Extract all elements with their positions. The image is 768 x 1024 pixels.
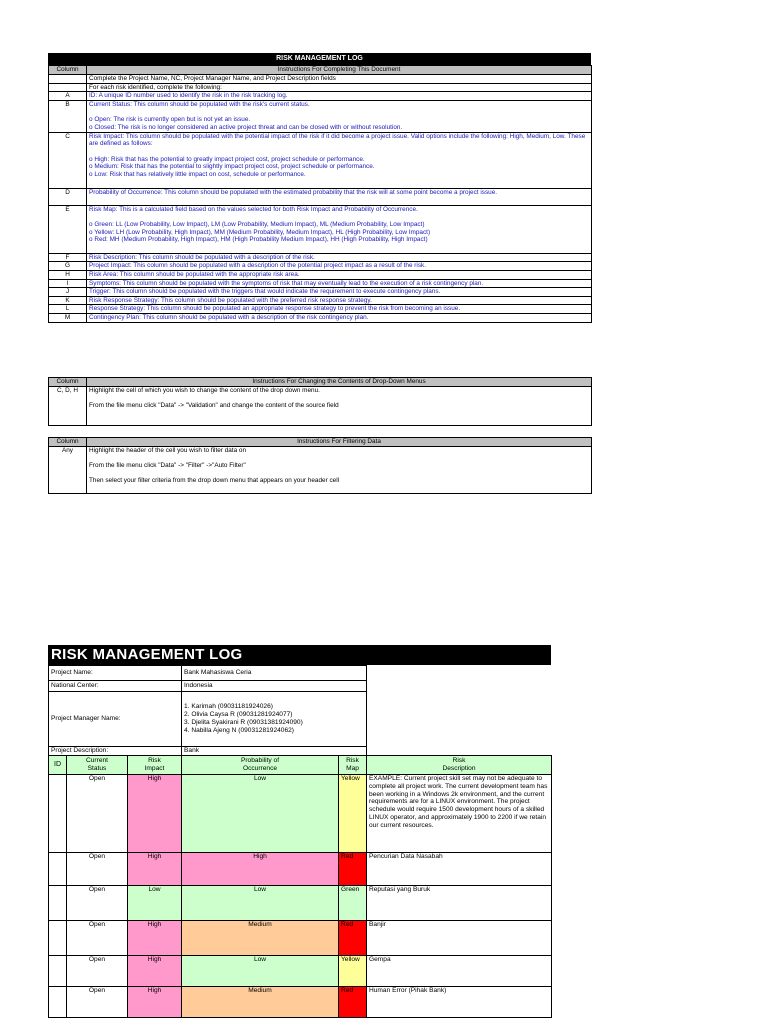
instructions-table: [48, 65, 592, 323]
instructions-header: Instructions For Filtering Data: [87, 438, 592, 447]
instruction-row: [49, 270, 592, 279]
description-column-header: Risk Description: [367, 756, 552, 775]
column-letter: Any: [49, 447, 87, 494]
project-manager-row: [49, 692, 552, 747]
table-row: [49, 886, 552, 921]
map-cell: Red: [339, 987, 367, 1018]
description-cell: Gempa: [367, 956, 552, 987]
description-cell: Banjir: [367, 921, 552, 956]
intro-line: Complete the Project Name, NC, Project Manager Name, and Project Description fields: [87, 75, 592, 84]
instruction-text: Project Impact: This column should be populated with a description of the potential project impact as a result of the risk.: [87, 262, 592, 271]
instructions-header: Instructions For Completing This Document: [87, 66, 592, 75]
project-manager-value: 1. Karimah (09031181924026) 2. Olivia Caysa R (09031281924077) 3. Djelita Syakirani R (09031381924090) 4. Nabilla Ajeng N (09031281924062): [182, 692, 367, 747]
filtering-row: [49, 447, 592, 494]
intro-row: [49, 83, 592, 92]
map-cell: Red: [339, 921, 367, 956]
column-header: Column: [49, 438, 87, 447]
status-cell: Open: [67, 987, 128, 1018]
instructions-section: [48, 53, 591, 323]
column-letter: I: [49, 279, 87, 288]
status-cell: Open: [67, 921, 128, 956]
instruction-text: Current Status: This column should be populated with the risk's current status. o Open: The risk is currently open but is not yet an issue. o Closed: The risk is no longer considered an active project threat and can be closed with or without resolution.: [87, 100, 592, 132]
probability-cell: Medium: [182, 987, 339, 1018]
intro-line: For each risk identified, complete the following:: [87, 83, 592, 92]
risk-log-section: [48, 645, 551, 1018]
table-row: [49, 775, 552, 853]
instruction-text: Symptoms: This column should be populated with the symptoms of risk that may eventually lead to the execution of a risk contingency plan.: [87, 279, 592, 288]
status-cell: Open: [67, 886, 128, 921]
impact-cell: High: [128, 921, 182, 956]
instruction-row: [49, 262, 592, 271]
impact-column-header: Risk Impact: [128, 756, 182, 775]
project-name-row: [49, 666, 552, 681]
instruction-row: [49, 313, 592, 322]
instruction-row: [49, 288, 592, 297]
filtering-header-row: [49, 438, 592, 447]
instruction-text: Trigger: This column should be populated with the triggers that would indicate the requirement to execute contingency plans.: [87, 288, 592, 297]
instructions-header: Instructions For Changing the Contents of Drop-Down Menus: [87, 378, 592, 387]
table-row: [49, 921, 552, 956]
changing-dropdown-section: [48, 377, 591, 426]
project-description-value: Bank: [182, 747, 367, 756]
instruction-row: [49, 253, 592, 262]
project-manager-label: Project Manager Name:: [49, 692, 182, 747]
status-cell: Open: [67, 853, 128, 886]
changing-dropdown-table: [48, 377, 592, 426]
map-cell: Red: [339, 853, 367, 886]
column-letter: J: [49, 288, 87, 297]
map-cell: Green: [339, 886, 367, 921]
map-cell: Yellow: [339, 775, 367, 853]
probability-cell: Low: [182, 956, 339, 987]
table-row: [49, 987, 552, 1018]
column-letter: G: [49, 262, 87, 271]
national-center-row: [49, 681, 552, 692]
instructions-header-row: [49, 66, 592, 75]
instruction-text: ID: A unique ID number used to identify the risk in the risk tracking log.: [87, 92, 592, 101]
project-name-label: Project Name:: [49, 666, 182, 681]
id-cell: [49, 921, 67, 956]
filtering-text: Highlight the header of the cell you wish to filter data on From the file menu click "Data" -> "Filter" ->"Auto Filter" Then select your filter criteria from the drop down menu that appears on your header cell: [87, 447, 592, 494]
column-letter: A: [49, 92, 87, 101]
project-name-value: Bank Mahasiswa Ceria: [182, 666, 367, 681]
instruction-row: [49, 92, 592, 101]
instruction-row: [49, 205, 592, 253]
impact-cell: High: [128, 956, 182, 987]
changing-header-row: [49, 378, 592, 387]
instruction-text: Risk Map: This is a calculated field based on the values selected for both Risk Impact and Probability of Occurrence. o Green: LL (Low Probability, Low Impact), LM (Low Probability, Medium Impact), ML (Medium Probability, Low Impact) o Yellow: LH (Low Probability, High Impact), MM (Medium Probability, Medium Impact), HL (High Probability, Low Impact) o Red: MH (Medium Probability, High Impact), HM (High Probability Medium Impact), HH (High Probability, High Impact): [87, 205, 592, 253]
instruction-text: Risk Response Strategy: This column should be populated with the preferred risk response strategy.: [87, 296, 592, 305]
intro-row: [49, 75, 592, 84]
description-cell: EXAMPLE: Current project skill set may not be adequate to complete all project work. The current development team has been working in a Windows 2k environment, and the current requirements are for a LINUX environment. The project schedule would require 1500 development hours of a skilled LINUX operator, and approximately 1900 to 2200 if we retain our current resources.: [367, 775, 552, 853]
instruction-text: Risk Description: This column should be populated with a description of the risk.: [87, 253, 592, 262]
filtering-table: [48, 437, 592, 494]
impact-cell: Low: [128, 886, 182, 921]
filtering-section: [48, 437, 591, 494]
instruction-row: [49, 132, 592, 188]
status-cell: Open: [67, 775, 128, 853]
probability-cell: High: [182, 853, 339, 886]
map-cell: Yellow: [339, 956, 367, 987]
column-letter: B: [49, 100, 87, 132]
instruction-text: Response Strategy: This column should be populated an appropriate response strategy to prevent the risk from becoming an issue.: [87, 305, 592, 314]
column-letter: L: [49, 305, 87, 314]
probability-cell: Low: [182, 775, 339, 853]
column-header: Column: [49, 66, 87, 75]
status-cell: Open: [67, 956, 128, 987]
map-column-header: Risk Map: [339, 756, 367, 775]
status-column-header: Current Status: [67, 756, 128, 775]
column-letter: F: [49, 253, 87, 262]
project-description-row: [49, 747, 552, 756]
national-center-label: National Center:: [49, 681, 182, 692]
instruction-text: Risk Impact: This column should be populated with the potential impact of the risk if it did become a project issue. Valid options include the following: High, Medium, Low. These are defined as follows: o High: Risk that has the potential to greatly impact project cost, project schedule or performance. o Medium: Risk that has the potential to slightly impact project cost, project schedule or performance. o Low: Risk that has relatively little impact on cost, schedule or performance.: [87, 132, 592, 188]
id-column-header: ID: [49, 756, 67, 775]
description-cell: Pencurian Data Nasabah: [367, 853, 552, 886]
description-cell: Human Error (Pihak Bank): [367, 987, 552, 1018]
id-cell: [49, 987, 67, 1018]
impact-cell: High: [128, 987, 182, 1018]
impact-cell: High: [128, 853, 182, 886]
changing-row: [49, 387, 592, 426]
instructions-title: RISK MANAGEMENT LOG: [48, 53, 591, 65]
column-letter: C: [49, 132, 87, 188]
id-cell: [49, 886, 67, 921]
log-column-header-row: [49, 756, 552, 775]
column-letter: H: [49, 270, 87, 279]
probability-cell: Low: [182, 886, 339, 921]
instruction-row: [49, 100, 592, 132]
column-header: Column: [49, 378, 87, 387]
column-letter: C, D, H: [49, 387, 87, 426]
risk-log-table: [48, 665, 552, 1018]
table-row: [49, 853, 552, 886]
column-letter: M: [49, 313, 87, 322]
instruction-text: Risk Area: This column should be populated with the appropriate risk area.: [87, 270, 592, 279]
instruction-text: Probability of Occurrence: This column should be populated with the estimated probability that the risk will at some point become a project issue.: [87, 188, 592, 205]
national-center-value: Indonesia: [182, 681, 367, 692]
column-letter: E: [49, 205, 87, 253]
changing-text: Highlight the cell of which you wish to change the content of the drop down menu. From the file menu click "Data" -> "Validation" and change the content of the source field: [87, 387, 592, 426]
id-cell: [49, 775, 67, 853]
probability-column-header: Probability of Occurrence: [182, 756, 339, 775]
table-row: [49, 956, 552, 987]
column-letter: D: [49, 188, 87, 205]
risk-log-title: RISK MANAGEMENT LOG: [48, 645, 551, 665]
instruction-row: [49, 305, 592, 314]
project-description-label: Project Description:: [49, 747, 182, 756]
instruction-row: [49, 296, 592, 305]
impact-cell: High: [128, 775, 182, 853]
instruction-text: Contingency Plan: This column should be populated with a description of the risk contingency plan.: [87, 313, 592, 322]
probability-cell: Medium: [182, 921, 339, 956]
instruction-row: [49, 188, 592, 205]
instruction-row: [49, 279, 592, 288]
description-cell: Reputasi yang Buruk: [367, 886, 552, 921]
id-cell: [49, 956, 67, 987]
id-cell: [49, 853, 67, 886]
column-letter: K: [49, 296, 87, 305]
